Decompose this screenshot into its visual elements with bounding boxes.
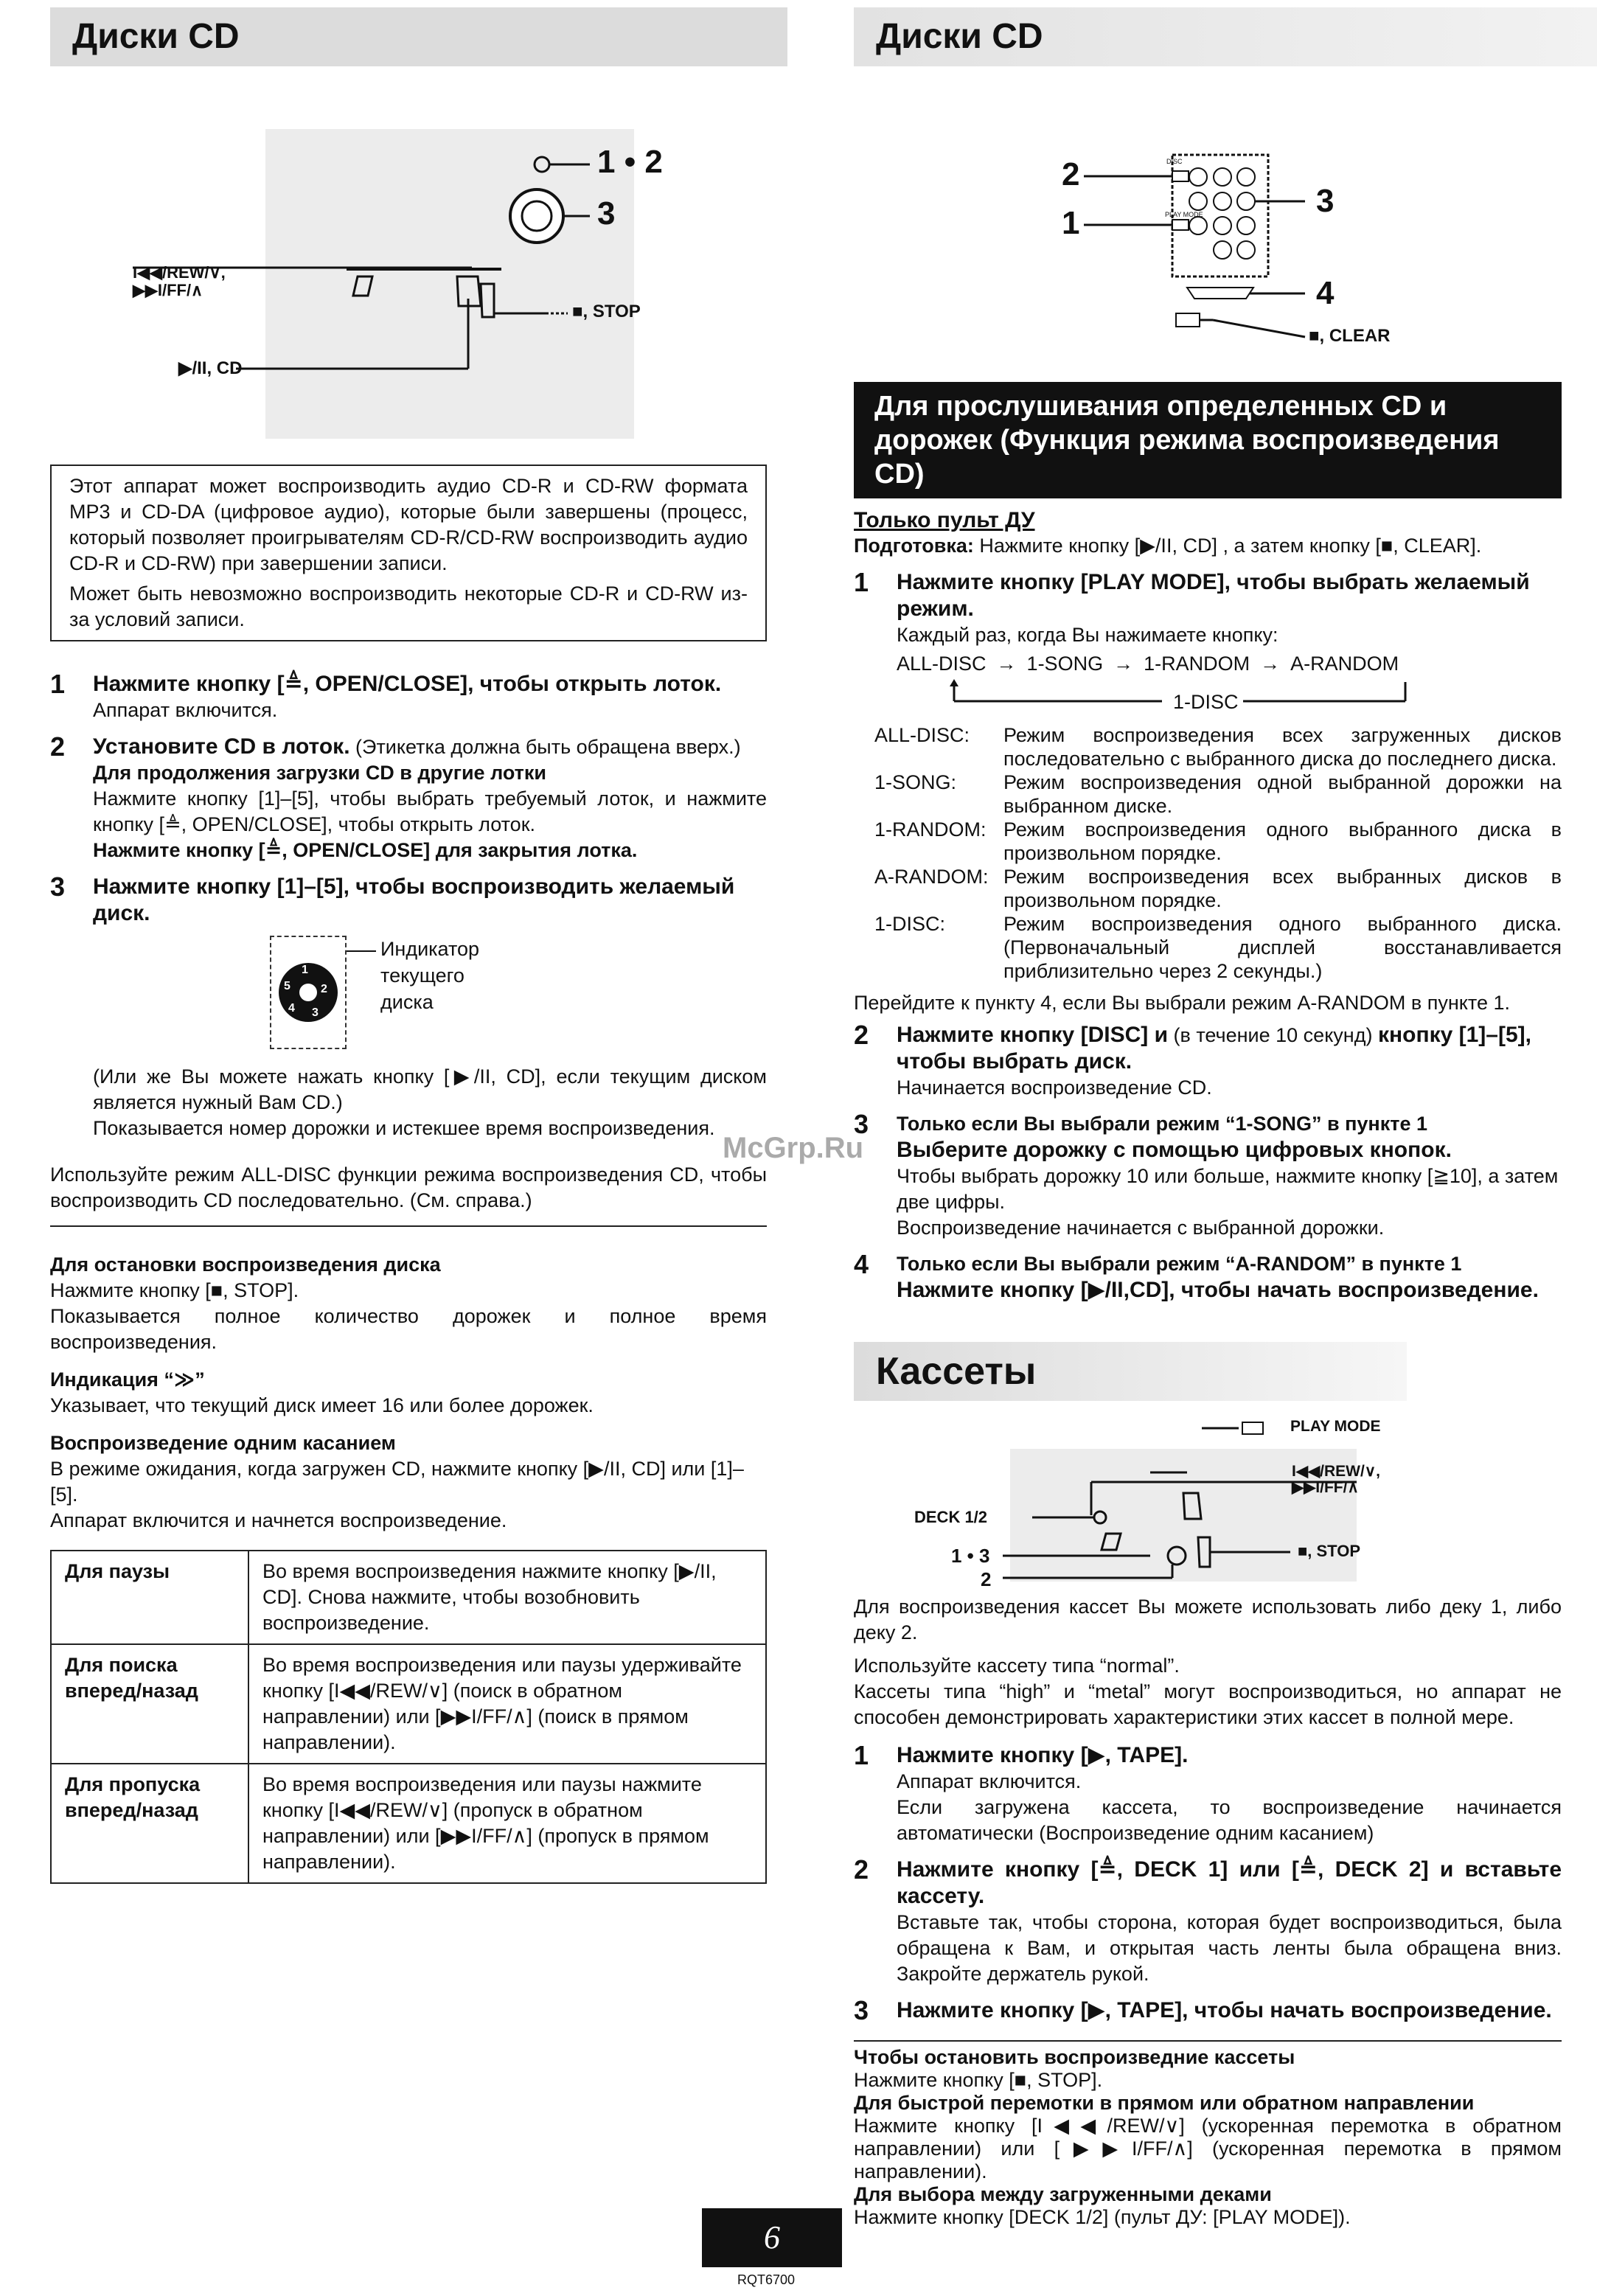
cycle-1-disc: 1-DISC	[1173, 691, 1239, 713]
cassette-deck-title: Для выбора между загруженными деками	[854, 2183, 1272, 2205]
remote-callout-4: 4	[1316, 275, 1335, 311]
step-number: 3	[854, 1109, 869, 1139]
deck-eject-button-icon	[1102, 1534, 1121, 1550]
right-column	[854, 382, 1562, 1314]
mode-row: 1-DISC: Режим воспроизведения одного выбранного диска. (Первоначальный дисплей восстанавливается приблизительно через 2 секунды.)	[874, 913, 1562, 982]
power-button-icon	[535, 157, 549, 172]
all-disc-note: Используйте режим ALL-DISC функции режима воспроизведения CD, чтобы воспроизводить CD последовательно. (См. справа.)	[50, 1162, 767, 1227]
cycle-arrow-icon: →	[1113, 653, 1134, 675]
step-condition: Только если Вы выбрали режим “1-SONG” в пункте 1	[897, 1113, 1427, 1135]
step-number: 2	[854, 1854, 869, 1885]
stop-button-icon	[481, 284, 494, 317]
cassette-step-3	[854, 1997, 1562, 2024]
step-title: Установите CD в лоток.	[93, 734, 350, 759]
step-body: Аппарат включится.	[93, 699, 278, 721]
step-title: Нажмите кнопку [1]–[5], чтобы воспроизводить желаемый диск.	[93, 874, 735, 925]
step-title: Нажмите кнопку [▶, TAPE].	[897, 1743, 1189, 1767]
stop-section-line1: Нажмите кнопку [■, STOP].	[50, 1279, 299, 1301]
table-row	[51, 1764, 766, 1883]
step-body-2: Показывается номер дорожки и истекшее время воспроизведения.	[93, 1117, 715, 1139]
preparation-line: Подготовка: Нажмите кнопку [▶/II, CD] , а затем кнопку [■, CLEAR].	[854, 535, 1482, 557]
remote-diagram	[1062, 140, 1504, 361]
cassette-intro-p3: Кассеты типа “high” и “metal” могут воспроизводиться, но аппарат не способен демонстрировать характеристики этих кассет в полной мере.	[854, 1680, 1562, 1728]
mode-row: 1-RANDOM: Режим воспроизведения одного выбранного диска в произвольном порядке.	[874, 818, 1562, 864]
operations-table	[50, 1550, 767, 1884]
step-title: Нажмите кнопку [≜, DECK 1] или [≜, DECK 2] и вставьте кассету.	[897, 1857, 1562, 1908]
remote-callout-2: 2	[1062, 156, 1080, 192]
step-number: 4	[854, 1249, 869, 1279]
play-mode-button-icon	[1242, 1422, 1263, 1434]
callout-1-2: 1 • 2	[597, 144, 663, 180]
right-step-4	[854, 1251, 1562, 1304]
step-condition: Только если Вы выбрали режим “A-RANDOM” в пункте 1	[897, 1253, 1462, 1275]
table-cell-head: Для поиска вперед/назад	[51, 1644, 248, 1764]
step-title: Нажмите кнопку [▶/II,CD], чтобы начать воспроизведение.	[897, 1278, 1539, 1302]
deck-button-icon	[1094, 1511, 1106, 1523]
cassette-drawing	[914, 1412, 1445, 1589]
svg-text:1: 1	[302, 964, 308, 976]
step-body: (Или же Вы можете нажать кнопку [▶/II, CD], если текущим диском является нужный Вам CD.)	[93, 1065, 767, 1113]
step-body: Начинается воспроизведение CD.	[897, 1076, 1212, 1099]
indication-body: Указывает, что текущий диск имеет 16 или более дорожек.	[50, 1394, 594, 1416]
cycle-a-random: A-RANDOM	[1290, 653, 1399, 675]
play-cd-label: ▶/II, CD	[178, 358, 243, 378]
cassette-rew-button-icon	[1183, 1493, 1201, 1519]
callout-3: 3	[597, 195, 616, 232]
stop-section	[50, 1252, 767, 1355]
disc-indicator-label: Индикатор текущего диска	[380, 938, 480, 1013]
cassette-column	[854, 1594, 1562, 2229]
stop-label: ■, STOP	[572, 302, 641, 321]
disc-indicator-frame	[270, 936, 347, 1049]
step-body: Нажмите кнопку [1]–[5], чтобы выбрать требуемый лоток, и нажмите кнопку [≜, OPEN/CLOSE], чтобы открыть лоток.	[93, 787, 767, 835]
cd-unit-diagram	[133, 129, 723, 446]
table-cell-head: Для паузы	[51, 1551, 248, 1644]
cassette-play-button-icon	[1168, 1547, 1186, 1565]
cassette-extra	[854, 2040, 1562, 2229]
mode-row: ALL-DISC: Режим воспроизведения всех загруженных дисков последовательно с выбранного диска до последнего диска.	[874, 724, 1562, 770]
step-number: 2	[854, 1020, 869, 1050]
cassette-rew-label: I◀◀/REW/∨, ▶▶I/FF/∧	[1292, 1463, 1381, 1496]
intro-note-box	[50, 465, 767, 641]
cassette-diagram	[914, 1412, 1445, 1589]
table-row	[51, 1551, 766, 1644]
cycle-1-song: 1-SONG	[1026, 653, 1104, 675]
left-step-2	[50, 731, 767, 863]
cassette-deck-body: Нажмите кнопку [DECK 1/2] (пульт ДУ: [PLAY MODE]).	[854, 2206, 1351, 2228]
cassette-step-1	[854, 1742, 1562, 1846]
remote-only-heading: Только пульт ДУ	[854, 508, 1035, 532]
rew-label: I◀◀/REW/∨, ▶▶I/FF/∧	[133, 263, 226, 299]
page-number: 6	[702, 2208, 842, 2267]
cycle-arrow-icon: →	[1260, 653, 1281, 675]
play-mode-band: Для прослушивания определенных CD и дорожек (Функция режима воспроизведения CD)	[854, 382, 1562, 498]
remote-callout-3: 3	[1316, 183, 1335, 219]
step-body-2: Если загружена кассета, то воспроизведение начинается автоматически (Воспроизведение одним касанием)	[897, 1796, 1562, 1844]
intro-note-p1: Этот аппарат может воспроизводить аудио CD-R и CD-RW формата MP3 и CD-DA (цифровое аудио), которые были завершены (процесс, который позволяет проигрывателям CD-R/CD-RW воспроизводить аудио CD-R и CD-RW) при завершении записи.	[69, 475, 748, 574]
right-section-title: Диски CD	[854, 7, 1597, 66]
step-number: 2	[50, 731, 66, 762]
cassette-callout-1-3: 1 • 3	[951, 1545, 990, 1567]
table-cell-body: Во время воспроизведения или паузы нажмите кнопку [I◀◀/REW/∨] (пропуск в обратном направлении) или [▶▶I/FF/∧] (пропуск в прямом направлении).	[248, 1764, 766, 1883]
cycle-all-disc: ALL-DISC	[897, 653, 987, 675]
cassette-intro-p2: Используйте кассету типа “normal”.	[854, 1655, 1180, 1677]
step-title: Выберите дорожку с помощью цифровых кнопок.	[897, 1138, 1452, 1162]
left-section-title: Диски CD	[50, 7, 787, 66]
one-touch-body1: В режиме ожидания, когда загружен CD, нажмите кнопку [▶/II, CD] или [1]–[5].	[50, 1458, 744, 1506]
step-title: Нажмите кнопку [▶, TAPE], чтобы начать воспроизведение.	[897, 1998, 1552, 2022]
footer-code: RQT6700	[737, 2272, 796, 2287]
step-title: Нажмите кнопку [PLAY MODE], чтобы выбрать желаемый режим.	[897, 570, 1530, 621]
step-body: Аппарат включится.	[897, 1770, 1082, 1792]
mode-row: A-RANDOM: Режим воспроизведения всех выбранных дисков в произвольном порядке.	[874, 866, 1562, 911]
goto-step-note: Перейдите к пункту 4, если Вы выбрали режим A-RANDOM в пункте 1.	[854, 992, 1510, 1014]
cassette-stop-title: Чтобы остановить воспроизведние кассеты	[854, 2046, 1295, 2068]
remote-callout-1: 1	[1062, 205, 1080, 241]
left-step-3	[50, 874, 767, 1141]
step-number: 1	[50, 669, 66, 699]
table-cell-body: Во время воспроизведения или паузы удерживайте кнопку [I◀◀/REW/∨] (поиск в обратном направлении) или [▶▶I/FF/∧] (поиск в прямом направлении).	[248, 1644, 766, 1764]
deck-label: DECK 1/2	[914, 1508, 988, 1526]
step-body: Чтобы выбрать дорожку 10 или больше, нажмите кнопку [≧10], а затем две цифры.	[897, 1165, 1559, 1213]
step-title: Нажмите кнопку [≜, OPEN/CLOSE], чтобы открыть лоток.	[93, 672, 722, 696]
mode-cycle-diagram	[897, 651, 1562, 717]
step-subheading: Для продолжения загрузки CD в другие лотки	[93, 762, 547, 784]
right-step-3	[854, 1111, 1562, 1241]
left-column	[50, 465, 767, 1884]
one-touch-body2: Аппарат включится и начнется воспроизведение.	[50, 1509, 507, 1531]
indication-title: Индикация “≫”	[50, 1368, 205, 1391]
table-row	[51, 1644, 766, 1764]
remote-play-button-icon	[1187, 288, 1253, 299]
stop-section-title: Для остановки воспроизведения диска	[50, 1253, 441, 1276]
cassette-ff-title: Для быстрой перемотки в прямом или обратном направлении	[854, 2092, 1475, 2114]
indication-section	[50, 1367, 767, 1419]
tray-button-icon	[353, 276, 372, 296]
svg-text:3: 3	[312, 1006, 319, 1019]
svg-text:5: 5	[284, 980, 290, 992]
cassette-stop-label: ■, STOP	[1298, 1542, 1361, 1560]
clear-label: ■, CLEAR	[1309, 326, 1391, 346]
cassette-ff-body: Нажмите кнопку [I◀◀/REW/∨] (ускоренная перемотка в обратном направлении) или [▶▶I/FF/∧] (ускоренная перемотка в прямом направлении).	[854, 2115, 1562, 2182]
cassette-play-mode-label: PLAY MODE	[1290, 1418, 1381, 1435]
intro-note-p2: Может быть невозможно воспроизводить некоторые CD-R и CD-RW из-за условий записи.	[69, 582, 748, 630]
disc-indicator-icon	[275, 948, 341, 1037]
one-touch-title: Воспроизведение одним касанием	[50, 1432, 396, 1454]
mode-row: 1-SONG: Режим воспроизведения одной выбранной дорожки на выбранном диске.	[874, 771, 1562, 817]
one-touch-section	[50, 1430, 767, 1534]
step-number: 1	[854, 1740, 869, 1770]
cassette-intro-p1: Для воспроизведения кассет Вы можете использовать либо деку 1, либо деку 2.	[854, 1596, 1562, 1643]
cassette-stop-body: Нажмите кнопку [■, STOP].	[854, 2069, 1103, 2091]
cassette-section-title: Кассеты	[854, 1342, 1407, 1401]
disc-tag: DISC	[1166, 158, 1183, 165]
right-step-1	[854, 569, 1562, 717]
watermark: McGrp.Ru	[723, 1132, 864, 1164]
mode-descriptions	[874, 723, 1562, 983]
step-number: 1	[854, 567, 869, 597]
right-step-2: 2 Нажмите кнопку [DISC] и (в течение 10 секунд) кнопку [1]–[5], чтобы выбрать диск. Начинается воспроизведение CD.	[854, 1022, 1562, 1101]
table-cell-head: Для пропуска вперед/назад	[51, 1764, 248, 1883]
remote-stop-button-icon	[1176, 313, 1200, 327]
remote-drawing	[1062, 140, 1504, 361]
svg-text:2: 2	[321, 983, 327, 995]
step-bold-note: Нажмите кнопку [≜, OPEN/CLOSE] для закрытия лотка.	[93, 839, 638, 861]
play-mode-tag: PLAY MODE	[1165, 211, 1203, 218]
stop-section-line2: Показывается полное количество дорожек и полное время воспроизведения.	[50, 1305, 767, 1353]
mode-cycle-row	[897, 651, 1399, 677]
step-body: Вставьте так, чтобы сторона, которая будет воспроизводиться, была обращена к Вам, и открытая часть ленты была обращена вниз. Закройте держатель рукой.	[897, 1911, 1562, 1985]
step-number: 3	[50, 872, 66, 902]
cycle-arrow-icon: →	[996, 653, 1017, 675]
disc-indicator-figure	[270, 936, 767, 1049]
left-step-1	[50, 671, 767, 723]
step-title-note: (Этикетка должна быть обращена вверх.)	[355, 736, 741, 758]
cycle-1-random: 1-RANDOM	[1144, 653, 1250, 675]
step-body-2: Воспроизведение начинается с выбранной дорожки.	[897, 1217, 1385, 1239]
svg-text:4: 4	[288, 1002, 295, 1015]
step-number: 3	[854, 1995, 869, 2025]
cassette-callout-2: 2	[981, 1568, 992, 1590]
step-body: Каждый раз, когда Вы нажимаете кнопку:	[897, 624, 1278, 646]
cassette-stop-button-icon	[1198, 1537, 1210, 1567]
table-cell-body: Во время воспроизведения нажмите кнопку [▶/II, CD]. Снова нажмите, чтобы возобновить воспроизведение.	[248, 1551, 766, 1644]
cassette-step-2	[854, 1854, 1562, 1987]
